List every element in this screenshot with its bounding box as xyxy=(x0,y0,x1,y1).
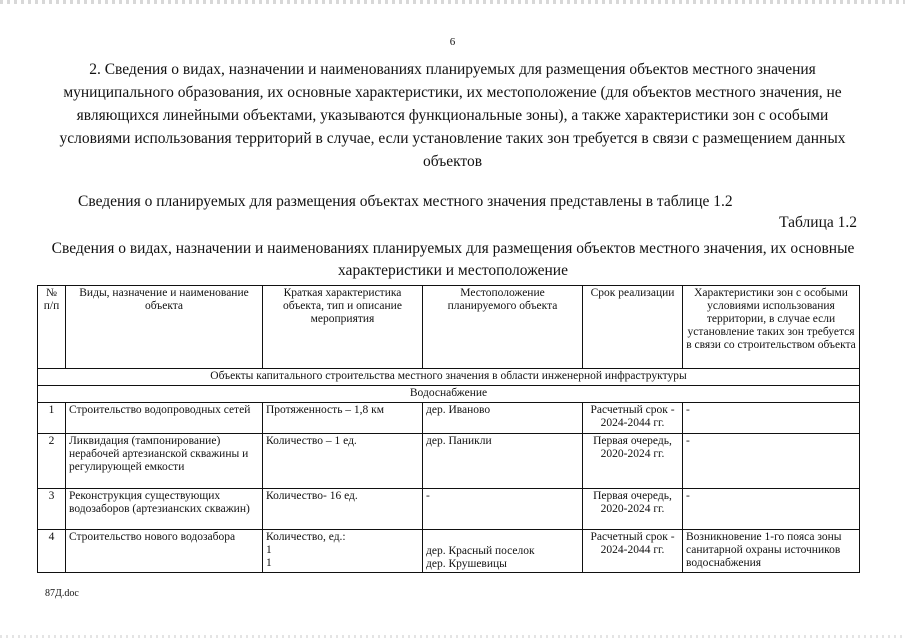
row-number: 4 xyxy=(38,530,66,573)
header-description: Краткая характеристика объекта, тип и описание мероприятия xyxy=(263,286,423,369)
row-location-item: дер. Крушевицы xyxy=(426,558,507,570)
row-location: дер. Иваново xyxy=(423,403,583,434)
footer-filename: 87Д.doc xyxy=(45,588,79,599)
scan-edge-top xyxy=(0,0,905,4)
row-number: 1 xyxy=(38,403,66,434)
row-number: 2 xyxy=(38,434,66,489)
row-number: 3 xyxy=(38,489,66,530)
subsection-title: Водоснабжение xyxy=(38,386,860,403)
row-zones: - xyxy=(683,489,860,530)
row-term: Расчетный срок - 2024-2044 гг. xyxy=(583,530,683,573)
row-description xyxy=(263,530,423,573)
table-row xyxy=(38,489,860,530)
scan-edge-bottom xyxy=(0,635,905,638)
row-term: Первая очередь, 2020-2024 гг. xyxy=(583,489,683,530)
row-description: Протяженность – 1,8 км xyxy=(263,403,423,434)
table-row xyxy=(38,403,860,434)
table-section-row xyxy=(38,369,860,386)
row-zones: Возникновение 1-го пояса зоны санитарной охраны источников водоснабжения xyxy=(683,530,860,573)
table-caption: Сведения о видах, назначении и наименованиях планируемых для размещения объектов местного значения, их основные характеристики и местоположение xyxy=(51,240,855,279)
row-description: Количество- 16 ед. xyxy=(263,489,423,530)
table-header-row xyxy=(38,286,860,369)
row-term: Расчетный срок - 2024-2044 гг. xyxy=(583,403,683,434)
section-title: Объекты капитального строительства местного значения в области инженерной инфраструктуры xyxy=(38,369,860,386)
header-number: № п/п xyxy=(38,286,66,369)
row-name: Строительство водопроводных сетей xyxy=(66,403,263,434)
row-term: Первая очередь, 2020-2024 гг. xyxy=(583,434,683,489)
row-name: Ликвидация (тампонирование) нерабочей артезианской скважины и регулирующей емкости xyxy=(66,434,263,489)
row-zones: - xyxy=(683,434,860,489)
row-name: Строительство нового водозабора xyxy=(66,530,263,573)
row-location xyxy=(423,530,583,573)
section-heading: 2. Сведения о видах, назначении и наименованиях планируемых для размещения объектов местного значения муниципального образования, их основные характеристики, их местоположение (для объектов местного значения, не являющихся линейными объектами, указываются функциональные зоны), а также характеристики зон с особыми условиями использования территорий в случае, если установление таких зон требуется в связи с размещением данных объектов xyxy=(59,61,846,170)
header-zones: Характеристики зон с особыми условиями использования территории, в случае если установление таких зон требуется в связи со строительством объекта xyxy=(683,286,860,369)
objects-table xyxy=(37,285,860,573)
header-name: Виды, назначение и наименование объекта xyxy=(66,286,263,369)
header-location: Местоположение планируемого объекта xyxy=(423,286,583,369)
row-description-value: 1 xyxy=(266,544,272,556)
table-row xyxy=(38,434,860,489)
row-description-value: 1 xyxy=(266,557,272,569)
row-location: - xyxy=(423,489,583,530)
header-term: Срок реализации xyxy=(583,286,683,369)
row-location: дер. Паникли xyxy=(423,434,583,489)
page-number: 6 xyxy=(449,36,456,48)
table-subsection-row xyxy=(38,386,860,403)
intro-paragraph: Сведения о планируемых для размещения объектах местного значения представлены в таблице 1.2 xyxy=(78,193,733,210)
table-row xyxy=(38,530,860,573)
row-zones: - xyxy=(683,403,860,434)
row-location-item: дер. Красный поселок xyxy=(426,545,535,557)
row-name: Реконструкция существующих водозаборов (артезианских скважин) xyxy=(66,489,263,530)
row-description: Количество – 1 ед. xyxy=(263,434,423,489)
table-label: Таблица 1.2 xyxy=(779,214,857,231)
row-description-title: Количество, ед.: xyxy=(266,531,346,543)
